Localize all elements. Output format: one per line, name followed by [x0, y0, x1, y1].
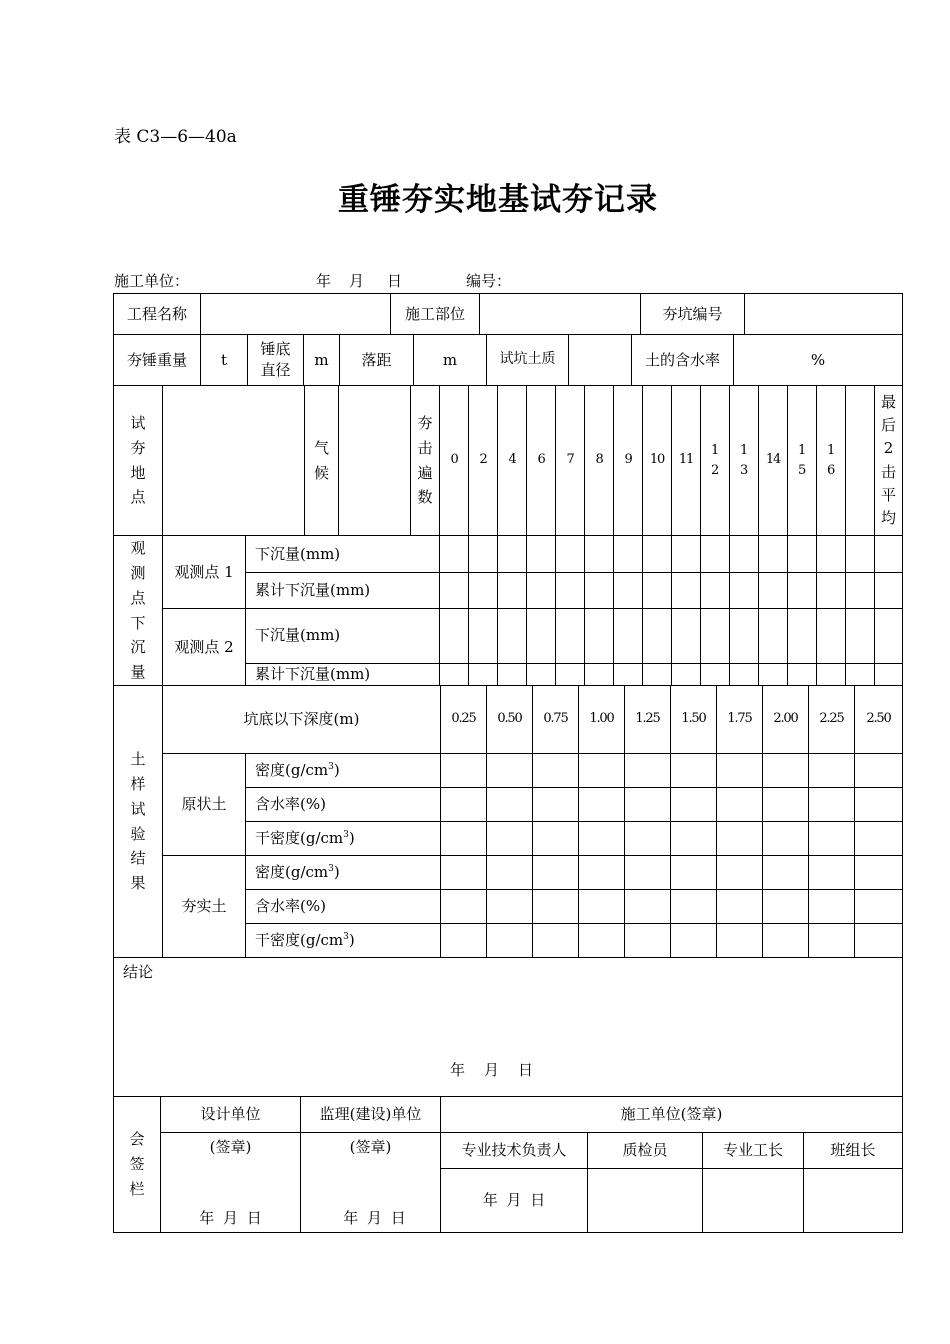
- cell[interactable]: [671, 822, 717, 856]
- cell[interactable]: [469, 536, 498, 573]
- tamp-count-16: 16: [817, 386, 846, 536]
- project-name-label: 工程名称: [114, 294, 201, 335]
- cell[interactable]: [487, 856, 533, 890]
- tamp-count-blank: [846, 386, 875, 536]
- cell[interactable]: [671, 924, 717, 958]
- cell[interactable]: [498, 536, 527, 573]
- cell[interactable]: [585, 609, 614, 664]
- cell[interactable]: [643, 573, 672, 609]
- tamp-count-12: 12: [701, 386, 730, 536]
- cell[interactable]: [759, 609, 788, 664]
- tamp-count-11: 11: [672, 386, 701, 536]
- cell[interactable]: [701, 609, 730, 664]
- cell[interactable]: [788, 609, 817, 664]
- cell[interactable]: [498, 573, 527, 609]
- cell[interactable]: [487, 822, 533, 856]
- tamp-count-9: 9: [614, 386, 643, 536]
- cell[interactable]: [440, 536, 469, 573]
- hammer-params-row: [113, 334, 903, 386]
- cell[interactable]: [614, 536, 643, 573]
- cell[interactable]: [469, 573, 498, 609]
- foreman-sign-field[interactable]: [703, 1169, 804, 1233]
- pit-number-field[interactable]: [745, 294, 903, 335]
- dry-density-label: 干密度$(g/cm^3)$: [246, 822, 441, 856]
- pit-number-label: 夯坑编号: [641, 294, 745, 335]
- cell[interactable]: [817, 663, 846, 686]
- drop-distance-unit: m: [414, 335, 487, 386]
- design-unit-sign-field[interactable]: [161, 1133, 301, 1233]
- test-location-field[interactable]: [163, 386, 305, 536]
- depth-value: 1.00: [579, 686, 625, 754]
- cell[interactable]: [625, 856, 671, 890]
- observation-point-1-label: 观测点 1: [163, 536, 246, 609]
- depth-value: 1.25: [625, 686, 671, 754]
- cell[interactable]: [585, 536, 614, 573]
- cell[interactable]: [441, 924, 487, 958]
- cell[interactable]: [855, 754, 903, 788]
- conclusion-day: 日: [518, 1061, 534, 1079]
- quality-inspector-sign-field[interactable]: [588, 1169, 703, 1233]
- project-name-field[interactable]: [201, 294, 391, 335]
- cell[interactable]: [730, 573, 759, 609]
- cell[interactable]: [846, 536, 875, 573]
- cell[interactable]: [672, 609, 701, 664]
- settlement-mm-label: 下沉量(mm): [246, 609, 440, 664]
- cell[interactable]: [763, 822, 809, 856]
- cell[interactable]: [701, 536, 730, 573]
- tamp-count-7: 7: [556, 386, 585, 536]
- moisture-label: 含水率(%): [246, 890, 441, 924]
- cell[interactable]: [527, 536, 556, 573]
- team-leader-sign-field[interactable]: [804, 1169, 903, 1233]
- conclusion-label: 结论: [123, 963, 154, 981]
- cell[interactable]: [817, 536, 846, 573]
- tamp-count-15: 15: [788, 386, 817, 536]
- cell[interactable]: [730, 663, 759, 686]
- cell[interactable]: [809, 924, 855, 958]
- cell[interactable]: [533, 924, 579, 958]
- cell[interactable]: [855, 924, 903, 958]
- cell[interactable]: [556, 609, 585, 664]
- cell[interactable]: [717, 822, 763, 856]
- cell[interactable]: [717, 788, 763, 822]
- cell[interactable]: [556, 536, 585, 573]
- cell[interactable]: [441, 754, 487, 788]
- depth-value: 2.00: [763, 686, 809, 754]
- climate-field[interactable]: [339, 386, 411, 536]
- depth-value: 0.75: [533, 686, 579, 754]
- dry-density-label: 干密度$(g/cm^3)$: [246, 924, 441, 958]
- cell[interactable]: [585, 663, 614, 686]
- pit-soil-field[interactable]: [569, 335, 632, 386]
- cell[interactable]: [671, 856, 717, 890]
- cell[interactable]: [556, 573, 585, 609]
- cell[interactable]: [527, 663, 556, 686]
- cell[interactable]: [809, 788, 855, 822]
- cell[interactable]: [672, 573, 701, 609]
- technical-lead-label: 专业技术负责人: [441, 1133, 588, 1169]
- team-leader-label: 班组长: [804, 1133, 903, 1169]
- soil-test-section-label: 土样试验结果: [114, 686, 163, 958]
- signoff-section-label: 会签栏: [114, 1097, 161, 1233]
- drop-distance-label: 落距: [340, 335, 414, 386]
- date-month-label: 月: [349, 272, 365, 290]
- construction-unit-seal-label: 施工单位(签章): [441, 1097, 903, 1133]
- cell[interactable]: [809, 822, 855, 856]
- depth-value: 2.50: [855, 686, 903, 754]
- tamp-count-6: 6: [527, 386, 556, 536]
- cell[interactable]: [527, 573, 556, 609]
- cell[interactable]: [579, 924, 625, 958]
- cell[interactable]: [498, 663, 527, 686]
- cell[interactable]: [556, 663, 585, 686]
- cell[interactable]: [441, 788, 487, 822]
- cell[interactable]: [625, 924, 671, 958]
- settlement-section-label: 观测点下沉量: [114, 536, 163, 686]
- supervision-sign-field[interactable]: [301, 1133, 441, 1233]
- tamp-count-10: 10: [643, 386, 672, 536]
- form-code: 表 C3—6—40a: [114, 127, 237, 147]
- cell[interactable]: [643, 536, 672, 573]
- pit-soil-label: 试坑土质: [487, 335, 569, 386]
- depth-value: 1.50: [671, 686, 717, 754]
- moisture-label: 含水率(%): [246, 788, 441, 822]
- cell[interactable]: [717, 856, 763, 890]
- cell[interactable]: [579, 890, 625, 924]
- page-title: 重锤夯实地基试夯记录: [338, 182, 658, 218]
- cell[interactable]: [498, 609, 527, 664]
- cell[interactable]: [875, 536, 903, 573]
- cell[interactable]: [625, 788, 671, 822]
- supervision-date-label: 年 月 日: [343, 1209, 406, 1227]
- cell[interactable]: [533, 754, 579, 788]
- cell[interactable]: [717, 890, 763, 924]
- depth-value: 1.75: [717, 686, 763, 754]
- cell[interactable]: [875, 609, 903, 664]
- design-date-label: 年 月 日: [199, 1209, 262, 1227]
- tamp-count-13: 13: [730, 386, 759, 536]
- settlement-mm-label: 下沉量(mm): [246, 536, 440, 573]
- cell[interactable]: [579, 822, 625, 856]
- cell[interactable]: [759, 663, 788, 686]
- cell[interactable]: [579, 788, 625, 822]
- construction-part-label: 施工部位: [391, 294, 480, 335]
- cell[interactable]: [763, 856, 809, 890]
- cell[interactable]: [788, 536, 817, 573]
- construction-part-field[interactable]: [480, 294, 641, 335]
- cell[interactable]: [875, 663, 903, 686]
- soil-test-table: [113, 685, 903, 958]
- observation-point-2-label: 观测点 2: [163, 609, 246, 686]
- cumulative-settlement-label: 累计下沉量(mm): [246, 663, 440, 686]
- construction-date-label: 年 月 日: [441, 1169, 588, 1233]
- cell[interactable]: [701, 663, 730, 686]
- cell[interactable]: [527, 609, 556, 664]
- cell[interactable]: [855, 822, 903, 856]
- cell[interactable]: [817, 609, 846, 664]
- depth-value: 2.25: [809, 686, 855, 754]
- cell[interactable]: [441, 822, 487, 856]
- cell[interactable]: [759, 536, 788, 573]
- cell[interactable]: [625, 822, 671, 856]
- cell[interactable]: [672, 663, 701, 686]
- depth-value: 0.50: [487, 686, 533, 754]
- cell[interactable]: [440, 609, 469, 664]
- cell[interactable]: [671, 754, 717, 788]
- project-info-row: [113, 293, 903, 335]
- hammer-weight-unit: t: [201, 335, 248, 386]
- cumulative-settlement-label: 累计下沉量(mm): [246, 573, 440, 609]
- cell[interactable]: [730, 609, 759, 664]
- test-location-label: 试夯地点: [114, 386, 163, 536]
- tamp-count-0: 0: [440, 386, 469, 536]
- cell[interactable]: [533, 788, 579, 822]
- cell[interactable]: [846, 663, 875, 686]
- cell[interactable]: [855, 856, 903, 890]
- cell[interactable]: [440, 663, 469, 686]
- tamp-count-2: 2: [469, 386, 498, 536]
- cell[interactable]: [579, 856, 625, 890]
- cell[interactable]: [585, 573, 614, 609]
- cell[interactable]: [614, 663, 643, 686]
- cell[interactable]: [730, 536, 759, 573]
- depth-value: 0.25: [441, 686, 487, 754]
- density-label: 密度$(g/cm^3)$: [246, 754, 441, 788]
- conclusion-month: 月: [484, 1061, 500, 1079]
- cell[interactable]: [614, 609, 643, 664]
- cell[interactable]: [643, 663, 672, 686]
- design-unit-label: 设计单位: [161, 1097, 301, 1133]
- conclusion-year: 年: [450, 1061, 466, 1079]
- supervision-unit-label: 监理(建设)单位: [301, 1097, 441, 1133]
- cell[interactable]: [717, 924, 763, 958]
- tamp-count-8: 8: [585, 386, 614, 536]
- cell[interactable]: [875, 573, 903, 609]
- cell[interactable]: [533, 856, 579, 890]
- tamp-count-14: 14: [759, 386, 788, 536]
- cell[interactable]: [672, 536, 701, 573]
- cell[interactable]: [469, 609, 498, 664]
- design-seal-label: (签章): [209, 1138, 252, 1156]
- signoff-table: [113, 1096, 903, 1233]
- date-day-label: 日: [387, 272, 403, 290]
- hammer-diameter-unit: m: [304, 335, 340, 386]
- cell[interactable]: [809, 754, 855, 788]
- cell[interactable]: [701, 573, 730, 609]
- tamp-count-label: 夯击遍数: [411, 386, 440, 536]
- header-meta-line: [114, 270, 903, 292]
- cell[interactable]: [763, 788, 809, 822]
- undisturbed-soil-label: 原状土: [163, 754, 246, 856]
- cell[interactable]: [817, 573, 846, 609]
- cell[interactable]: [440, 573, 469, 609]
- climate-label: 气候: [305, 386, 339, 536]
- cell[interactable]: [487, 788, 533, 822]
- hammer-weight-label: 夯锤重量: [114, 335, 201, 386]
- cell[interactable]: [809, 856, 855, 890]
- conclusion-table: [113, 957, 903, 1097]
- moisture-content-label: 土的含水率: [632, 335, 734, 386]
- last-two-avg-label: 最后2击平均: [875, 386, 903, 536]
- cell[interactable]: [671, 788, 717, 822]
- cell[interactable]: [487, 754, 533, 788]
- cell[interactable]: [788, 663, 817, 686]
- conclusion-field[interactable]: [114, 958, 903, 1097]
- foreman-label: 专业工长: [703, 1133, 804, 1169]
- cell[interactable]: [717, 754, 763, 788]
- depth-label: 坑底以下深度(m): [163, 686, 441, 754]
- cell[interactable]: [625, 890, 671, 924]
- cell[interactable]: [579, 754, 625, 788]
- hammer-diameter-label: 锤底直径: [248, 335, 304, 386]
- cell[interactable]: [809, 890, 855, 924]
- cell[interactable]: [533, 822, 579, 856]
- cell[interactable]: [763, 924, 809, 958]
- cell[interactable]: [441, 890, 487, 924]
- cell[interactable]: [855, 788, 903, 822]
- serial-number-label: 编号：: [466, 272, 512, 290]
- cell[interactable]: [487, 890, 533, 924]
- moisture-content-unit: %: [734, 335, 903, 386]
- cell[interactable]: [846, 573, 875, 609]
- cell[interactable]: [855, 890, 903, 924]
- supervision-seal-label: (签章): [349, 1138, 392, 1156]
- cell[interactable]: [643, 609, 672, 664]
- cell[interactable]: [671, 890, 717, 924]
- tamp-count-4: 4: [498, 386, 527, 536]
- cell[interactable]: [759, 573, 788, 609]
- cell[interactable]: [487, 924, 533, 958]
- tamping-table: [113, 385, 903, 686]
- density-label: 密度$(g/cm^3)$: [246, 856, 441, 890]
- construction-unit-label: 施工单位：: [114, 272, 190, 290]
- record-form: [113, 293, 903, 1233]
- cell[interactable]: [625, 754, 671, 788]
- cell[interactable]: [788, 573, 817, 609]
- date-year-label: 年: [316, 272, 332, 290]
- cell[interactable]: [763, 754, 809, 788]
- compacted-soil-label: 夯实土: [163, 856, 246, 958]
- quality-inspector-label: 质检员: [588, 1133, 703, 1169]
- cell[interactable]: [614, 573, 643, 609]
- cell[interactable]: [469, 663, 498, 686]
- cell[interactable]: [441, 856, 487, 890]
- cell[interactable]: [846, 609, 875, 664]
- cell[interactable]: [763, 890, 809, 924]
- cell[interactable]: [533, 890, 579, 924]
